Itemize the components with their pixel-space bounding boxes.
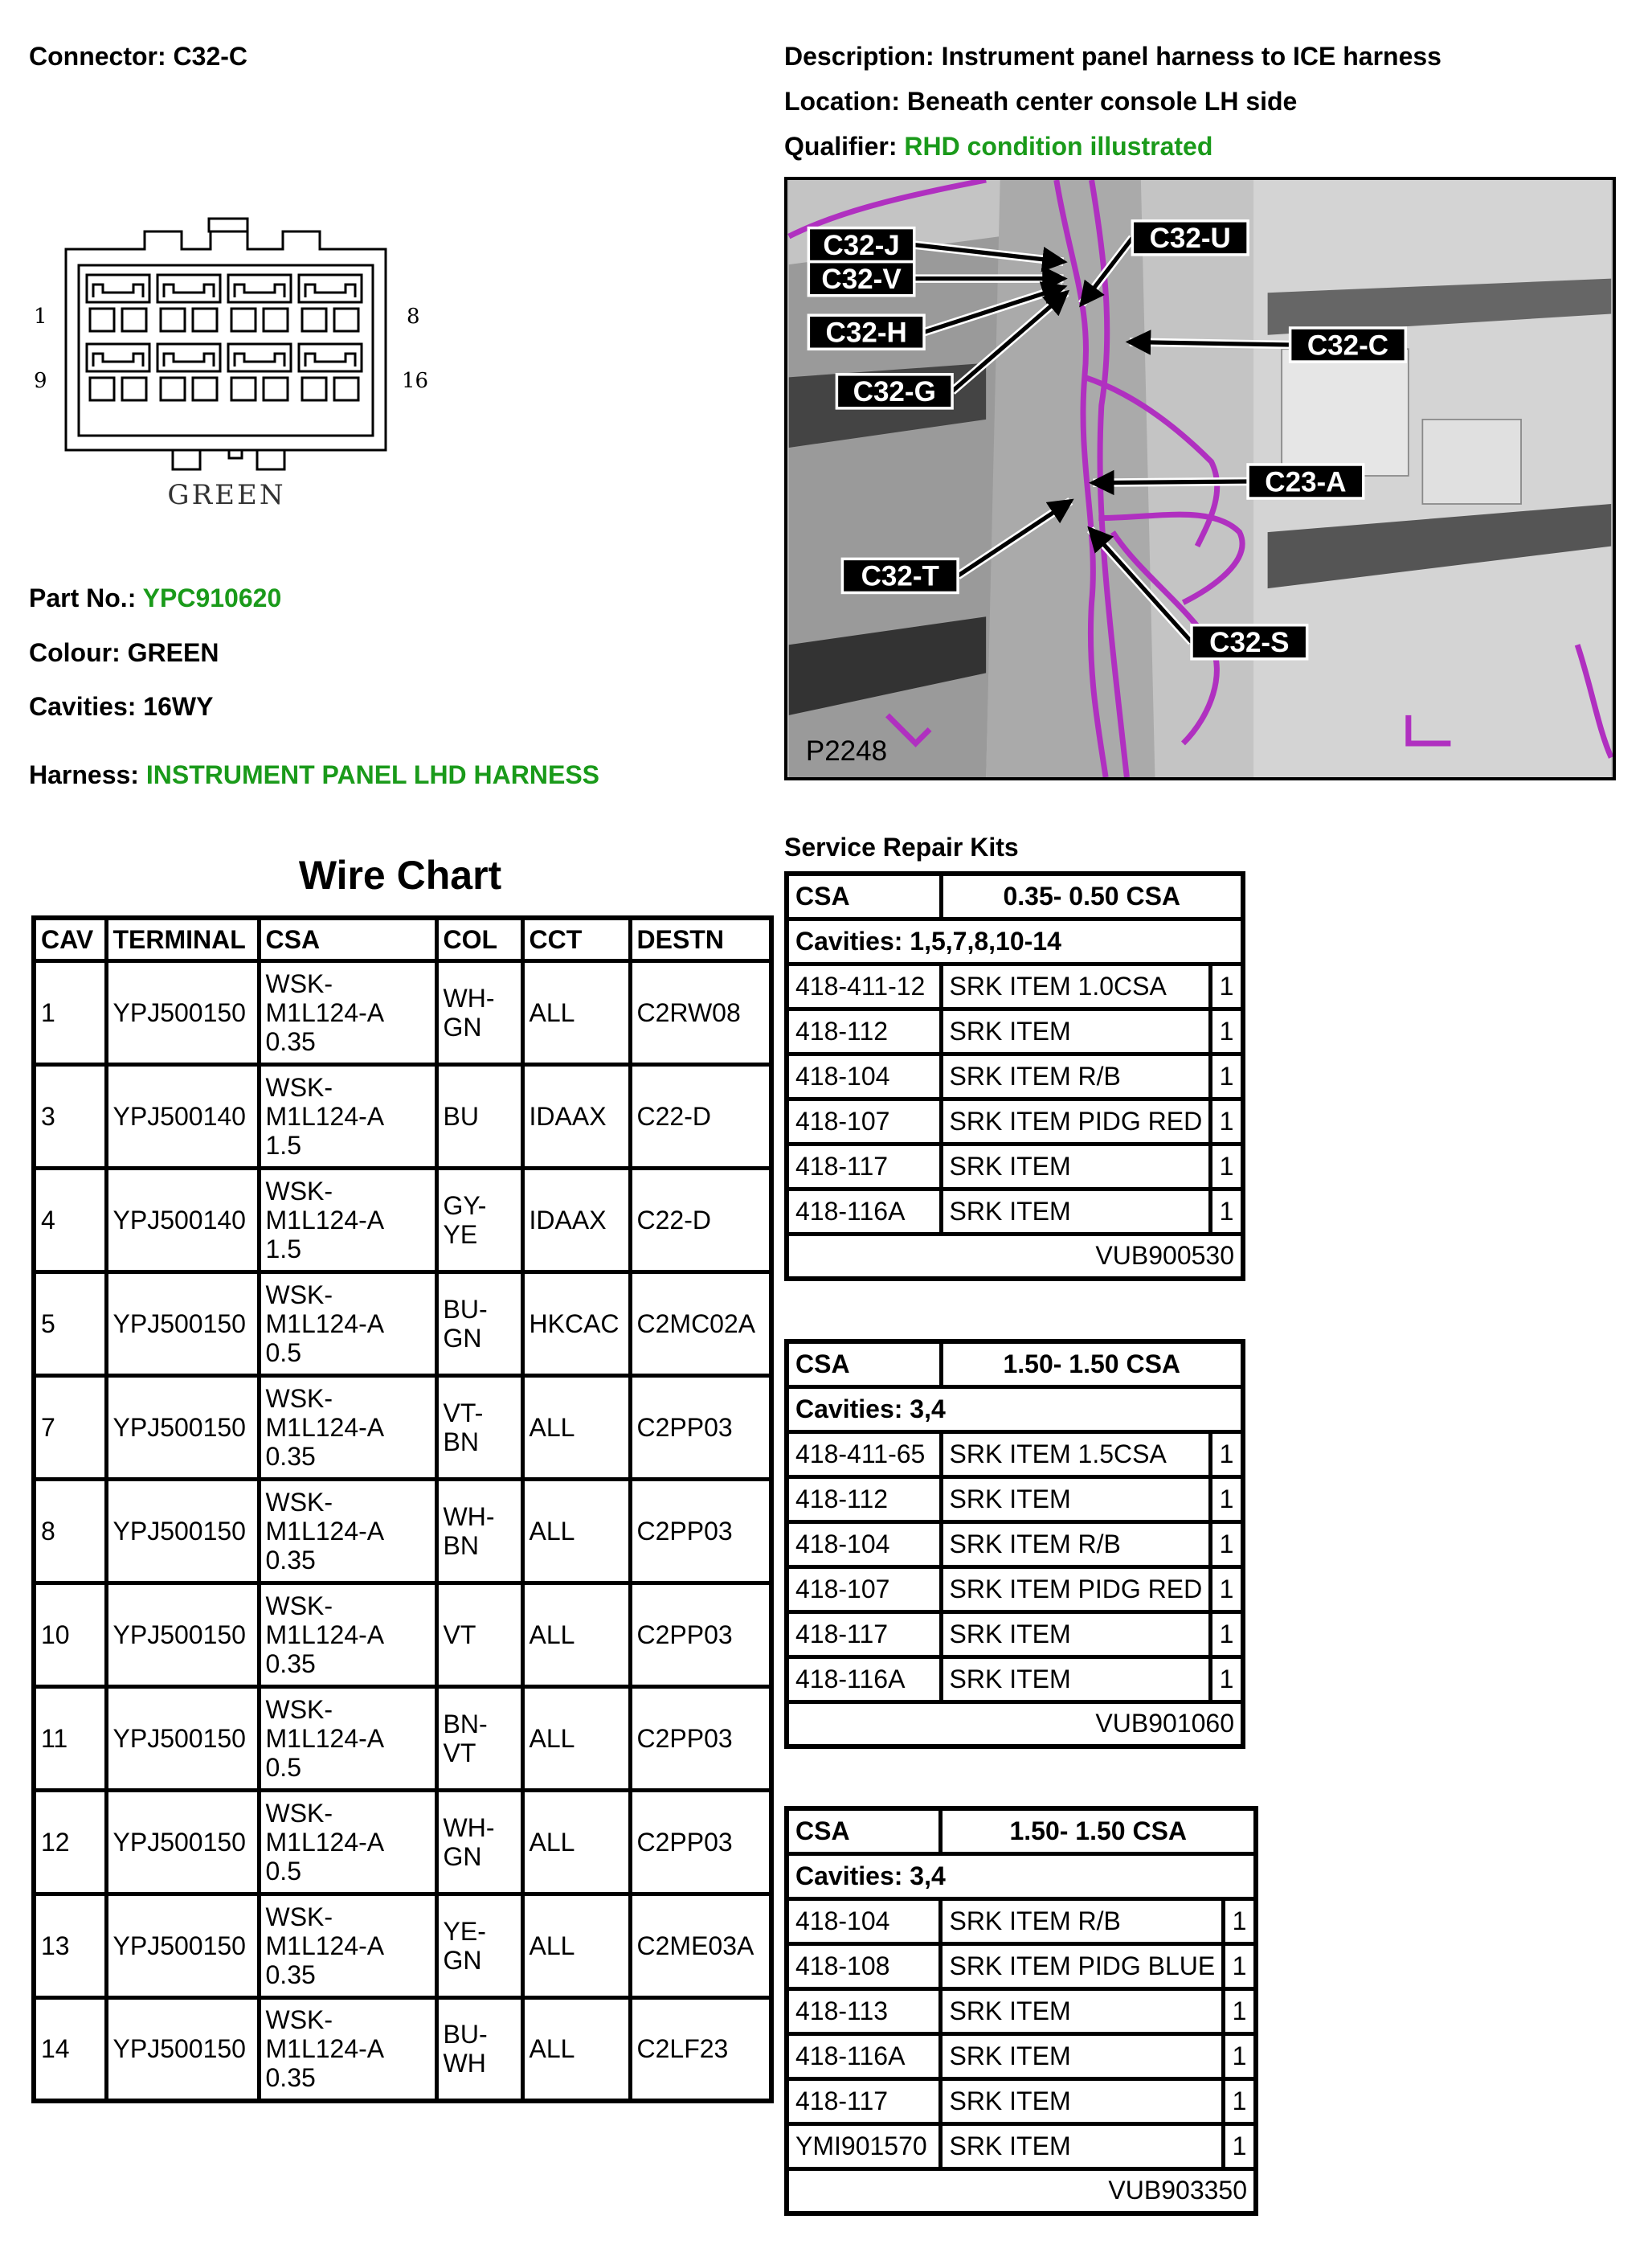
srk-item-quantity: 1 — [1211, 1566, 1243, 1611]
wire-cell-col: WH- GN — [436, 960, 522, 1064]
wire-cell-cav: 13 — [34, 1894, 106, 1997]
harness-line — [29, 760, 599, 790]
wire-chart-row — [34, 1479, 771, 1583]
wire-cell-cct: HKCAC — [522, 1271, 630, 1375]
part-no-line — [29, 584, 281, 613]
wire-cell-col: BU — [436, 1064, 522, 1168]
wire-cell-cav: 3 — [34, 1064, 106, 1168]
wire-cell-cav: 10 — [34, 1583, 106, 1686]
harness-illustration — [787, 180, 1613, 777]
connector-colour-text: GREEN — [167, 479, 286, 511]
wire-cell-destn: C22-D — [630, 1064, 771, 1168]
callout-label: C32-J — [823, 229, 900, 261]
srk-item-description: SRK ITEM — [941, 1656, 1211, 1701]
srk-item-row — [787, 2033, 1256, 2078]
photo-reference: P2248 — [805, 735, 888, 767]
srk-part-number: 418-112 — [787, 1476, 941, 1521]
srk-part-number: 418-116A — [787, 1189, 941, 1234]
srk-item-row — [787, 1611, 1243, 1656]
wire-cell-csa: WSK- M1L124-A 1.5 — [259, 1168, 436, 1271]
srk-part-number: 418-116A — [787, 2033, 941, 2078]
srk-part-number: 418-104 — [787, 1521, 941, 1566]
srk-cavities-row — [787, 919, 1243, 964]
wire-cell-csa: WSK- M1L124-A 0.35 — [259, 960, 436, 1064]
wire-cell-csa: WSK- M1L124-A 0.35 — [259, 1375, 436, 1479]
callout-arrow — [1093, 481, 1248, 483]
wire-cell-cav: 5 — [34, 1271, 106, 1375]
wire-chart-header-row — [34, 918, 771, 960]
description-line — [784, 42, 1441, 72]
srk-part-number: 418-112 — [787, 1009, 941, 1054]
srk-item-quantity: 1 — [1224, 1898, 1256, 1943]
srk-cavities: Cavities: 1,5,7,8,10-14 — [787, 919, 1243, 964]
wire-cell-terminal: YPJ500140 — [106, 1168, 259, 1271]
srk-part-number: 418-108 — [787, 1943, 941, 1988]
wire-chart-row — [34, 960, 771, 1064]
srk-item-quantity: 1 — [1211, 1009, 1243, 1054]
srk-kit-number-row — [787, 1234, 1243, 1279]
srk-part-number: 418-107 — [787, 1566, 941, 1611]
srk-item-row — [787, 1476, 1243, 1521]
part-no-label: Part No.: — [29, 584, 137, 612]
wire-cell-cct: ALL — [522, 1997, 630, 2101]
srk-item-row — [787, 1898, 1256, 1943]
callout-label: C32-G — [853, 376, 936, 408]
srk-item-row — [787, 1521, 1243, 1566]
wire-cell-terminal: YPJ500150 — [106, 1790, 259, 1894]
wire-chart-row — [34, 1686, 771, 1790]
wire-cell-col: GY- YE — [436, 1168, 522, 1271]
callout-label: C32-H — [825, 317, 907, 349]
wire-cell-cct: IDAAX — [522, 1064, 630, 1168]
service-repair-kits-title: Service Repair Kits — [784, 833, 1019, 862]
srk-item-row — [787, 1431, 1243, 1476]
srk-csa-row — [787, 874, 1243, 919]
srk-csa-label: CSA — [787, 874, 941, 919]
srk-item-description: SRK ITEM R/B — [941, 1898, 1224, 1943]
wire-chart-row — [34, 1790, 771, 1894]
wire-cell-terminal: YPJ500150 — [106, 1686, 259, 1790]
column-header-col: COL — [436, 918, 522, 960]
wire-cell-destn: C2RW08 — [630, 960, 771, 1064]
location-photo — [784, 177, 1616, 780]
srk-part-number: 418-117 — [787, 1144, 941, 1189]
srk-item-description: SRK ITEM 1.0CSA — [941, 964, 1211, 1009]
wire-cell-cav: 1 — [34, 960, 106, 1064]
srk-csa-value: 0.35- 0.50 CSA — [941, 874, 1243, 919]
srk-item-description: SRK ITEM R/B — [941, 1521, 1211, 1566]
srk-part-number: 418-117 — [787, 2078, 941, 2123]
wire-cell-csa: WSK- M1L124-A 0.5 — [259, 1790, 436, 1894]
wire-cell-terminal: YPJ500150 — [106, 1375, 259, 1479]
wire-chart-row — [34, 1168, 771, 1271]
wire-cell-col: YE- GN — [436, 1894, 522, 1997]
srk-csa-row — [787, 1808, 1256, 1853]
harness-value: INSTRUMENT PANEL LHD HARNESS — [145, 760, 600, 789]
connector-face-diagram — [24, 217, 442, 522]
srk-part-number: YMI901570 — [787, 2123, 941, 2168]
srk-item-row — [787, 1009, 1243, 1054]
srk-item-quantity: 1 — [1224, 2078, 1256, 2123]
wire-cell-col: BU- WH — [436, 1997, 522, 2101]
srk-item-row — [787, 1988, 1256, 2033]
srk-item-row — [787, 2078, 1256, 2123]
srk-item-description: SRK ITEM — [941, 1189, 1211, 1234]
part-no-value: YPC910620 — [142, 584, 282, 612]
connector-cavity — [87, 275, 149, 331]
srk-item-quantity: 1 — [1211, 1144, 1243, 1189]
srk-kit-number-row — [787, 1701, 1243, 1746]
wire-cell-destn: C2ME03A — [630, 1894, 771, 1997]
wire-cell-terminal: YPJ500150 — [106, 1479, 259, 1583]
wire-chart-title: Wire Chart — [298, 853, 502, 898]
srk-cavities-row — [787, 1386, 1243, 1431]
wire-cell-csa: WSK- M1L124-A 0.35 — [259, 1583, 436, 1686]
srk-csa-row — [787, 1341, 1243, 1386]
srk-item-row — [787, 1189, 1243, 1234]
srk-item-quantity: 1 — [1224, 2123, 1256, 2168]
srk-item-quantity: 1 — [1224, 1988, 1256, 2033]
location-value: Beneath center console LH side — [906, 87, 1298, 116]
wire-cell-destn: C2MC02A — [630, 1271, 771, 1375]
wire-cell-cct: ALL — [522, 960, 630, 1064]
wire-chart-row — [34, 1894, 771, 1997]
srk-item-quantity: 1 — [1211, 1476, 1243, 1521]
colour-line — [29, 638, 219, 668]
wire-chart-row — [34, 1583, 771, 1686]
srk-item-description: SRK ITEM — [941, 2033, 1224, 2078]
srk-part-number: 418-104 — [787, 1054, 941, 1099]
pin-label-8: 8 — [407, 305, 420, 329]
connector-cavity — [157, 275, 220, 331]
wire-cell-destn: C2LF23 — [630, 1997, 771, 2101]
srk-kit-number: VUB900530 — [787, 1234, 1243, 1279]
srk-item-description: SRK ITEM — [941, 1144, 1211, 1189]
srk-item-row — [787, 1656, 1243, 1701]
connector-cavity — [157, 344, 220, 400]
connector-cavity — [228, 275, 291, 331]
wire-cell-cav: 4 — [34, 1168, 106, 1271]
wire-cell-cct: IDAAX — [522, 1168, 630, 1271]
wire-cell-col: VT — [436, 1583, 522, 1686]
callout-label: C32-U — [1149, 223, 1231, 255]
wire-cell-terminal: YPJ500150 — [106, 960, 259, 1064]
wire-cell-cct: ALL — [522, 1894, 630, 1997]
srk-item-quantity: 1 — [1224, 2033, 1256, 2078]
cavities-value: 16WY — [143, 692, 214, 721]
callout-label: C32-V — [821, 263, 902, 295]
srk-item-row — [787, 964, 1243, 1009]
srk-item-row — [787, 1099, 1243, 1144]
srk-item-row — [787, 2123, 1256, 2168]
wire-cell-destn: C22-D — [630, 1168, 771, 1271]
srk-item-description: SRK ITEM 1.5CSA — [941, 1431, 1211, 1476]
srk-item-description: SRK ITEM — [941, 2078, 1224, 2123]
srk-item-quantity: 1 — [1211, 1054, 1243, 1099]
srk-cavities: Cavities: 3,4 — [787, 1853, 1256, 1898]
srk-part-number: 418-113 — [787, 1988, 941, 2033]
wire-cell-csa: WSK- M1L124-A 1.5 — [259, 1064, 436, 1168]
wire-cell-destn: C2PP03 — [630, 1686, 771, 1790]
callout-label: C23-A — [1265, 466, 1347, 498]
pin-label-16: 16 — [402, 369, 429, 393]
srk-cavities-row — [787, 1853, 1256, 1898]
srk-item-row — [787, 1566, 1243, 1611]
column-header-csa: CSA — [259, 918, 436, 960]
colour-label: Colour: — [29, 638, 121, 667]
wire-cell-csa: WSK- M1L124-A 0.35 — [259, 1997, 436, 2101]
location-label: Location: — [784, 87, 900, 116]
qualifier-value: RHD condition illustrated — [904, 132, 1213, 161]
harness-label: Harness: — [29, 760, 139, 789]
wire-cell-col: WH- GN — [436, 1790, 522, 1894]
pin-label-1: 1 — [34, 305, 47, 329]
connector-label: Connector: — [29, 42, 166, 71]
srk-item-description: SRK ITEM — [941, 2123, 1224, 2168]
wire-cell-cav: 14 — [34, 1997, 106, 2101]
description-value: Instrument panel harness to ICE harness — [941, 42, 1441, 71]
srk-item-quantity: 1 — [1211, 1189, 1243, 1234]
callout-label: C32-S — [1209, 627, 1290, 659]
wire-cell-csa: WSK- M1L124-A 0.35 — [259, 1894, 436, 1997]
wire-cell-destn: C2PP03 — [630, 1479, 771, 1583]
column-header-destn: DESTN — [630, 918, 771, 960]
connector-cavity — [299, 275, 362, 331]
srk-kit-number-row — [787, 2168, 1256, 2213]
wire-cell-col: WH- BN — [436, 1479, 522, 1583]
wire-chart-table — [31, 915, 774, 2103]
srk-cavities: Cavities: 3,4 — [787, 1386, 1243, 1431]
wire-cell-cct: ALL — [522, 1583, 630, 1686]
callout-label: C32-C — [1306, 330, 1389, 362]
connector-cavity — [299, 344, 362, 400]
srk-item-description: SRK ITEM — [941, 1988, 1224, 2033]
column-header-cct: CCT — [522, 918, 630, 960]
wire-cell-col: BN- VT — [436, 1686, 522, 1790]
srk-item-quantity: 1 — [1211, 1431, 1243, 1476]
srk-item-description: SRK ITEM — [941, 1009, 1211, 1054]
srk-item-row — [787, 1144, 1243, 1189]
callout-label: C32-T — [861, 560, 939, 592]
wire-cell-cav: 11 — [34, 1686, 106, 1790]
wire-cell-cct: ALL — [522, 1790, 630, 1894]
srk-item-row — [787, 1943, 1256, 1988]
srk-kit-number: VUB901060 — [787, 1701, 1243, 1746]
connector-value: C32-C — [173, 42, 248, 71]
srk-kit-number: VUB903350 — [787, 2168, 1256, 2213]
connector-line — [29, 42, 247, 72]
srk-csa-value: 1.50- 1.50 CSA — [941, 1808, 1256, 1853]
srk-item-quantity: 1 — [1211, 1611, 1243, 1656]
wire-cell-csa: WSK- M1L124-A 0.35 — [259, 1479, 436, 1583]
wire-cell-col: VT- BN — [436, 1375, 522, 1479]
srk-item-quantity: 1 — [1211, 1656, 1243, 1701]
wire-cell-cav: 8 — [34, 1479, 106, 1583]
wire-cell-terminal: YPJ500150 — [106, 1583, 259, 1686]
wire-cell-terminal: YPJ500150 — [106, 1271, 259, 1375]
srk-item-description: SRK ITEM PIDG RED — [941, 1566, 1211, 1611]
wire-cell-cav: 12 — [34, 1790, 106, 1894]
wire-cell-terminal: YPJ500150 — [106, 1894, 259, 1997]
wire-cell-col: BU- GN — [436, 1271, 522, 1375]
wire-chart-row — [34, 1271, 771, 1375]
srk-item-description: SRK ITEM — [941, 1476, 1211, 1521]
srk-part-number: 418-107 — [787, 1099, 941, 1144]
wire-cell-cct: ALL — [522, 1479, 630, 1583]
pin-label-9: 9 — [34, 369, 47, 393]
qualifier-label: Qualifier: — [784, 132, 898, 161]
srk-item-quantity: 1 — [1224, 1943, 1256, 1988]
cavities-label: Cavities: — [29, 692, 137, 721]
srk-part-number: 418-117 — [787, 1611, 941, 1656]
description-label: Description: — [784, 42, 934, 71]
srk-item-quantity: 1 — [1211, 1521, 1243, 1566]
srk-item-quantity: 1 — [1211, 1099, 1243, 1144]
wire-cell-csa: WSK- M1L124-A 0.5 — [259, 1686, 436, 1790]
srk-part-number: 418-411-65 — [787, 1431, 941, 1476]
wire-cell-terminal: YPJ500150 — [106, 1997, 259, 2101]
srk-item-description: SRK ITEM PIDG RED — [941, 1099, 1211, 1144]
srk-part-number: 418-411-12 — [787, 964, 941, 1009]
srk-part-number: 418-104 — [787, 1898, 941, 1943]
srk-csa-label: CSA — [787, 1808, 941, 1853]
wire-cell-cav: 7 — [34, 1375, 106, 1479]
wire-chart-row — [34, 1064, 771, 1168]
srk-csa-value: 1.50- 1.50 CSA — [941, 1341, 1243, 1386]
srk-item-description: SRK ITEM PIDG BLUE — [941, 1943, 1224, 1988]
connector-cavity — [228, 344, 291, 400]
callout-arrow — [1130, 342, 1290, 346]
wire-cell-cct: ALL — [522, 1686, 630, 1790]
wire-cell-destn: C2PP03 — [630, 1375, 771, 1479]
qualifier-line — [784, 132, 1212, 162]
srk-table — [784, 1806, 1258, 2216]
location-line — [784, 87, 1297, 117]
srk-item-row — [787, 1054, 1243, 1099]
srk-part-number: 418-116A — [787, 1656, 941, 1701]
colour-value: GREEN — [127, 638, 219, 667]
wire-cell-csa: WSK- M1L124-A 0.5 — [259, 1271, 436, 1375]
srk-item-quantity: 1 — [1211, 964, 1243, 1009]
wire-cell-destn: C2PP03 — [630, 1583, 771, 1686]
srk-table — [784, 871, 1245, 1281]
wire-chart-row — [34, 1375, 771, 1479]
column-header-cav: CAV — [34, 918, 106, 960]
wire-cell-destn: C2PP03 — [630, 1790, 771, 1894]
wire-cell-terminal: YPJ500140 — [106, 1064, 259, 1168]
wire-cell-cct: ALL — [522, 1375, 630, 1479]
cavities-line — [29, 692, 213, 722]
connector-cavity — [87, 344, 149, 400]
column-header-terminal: TERMINAL — [106, 918, 259, 960]
srk-table — [784, 1339, 1245, 1749]
srk-item-description: SRK ITEM R/B — [941, 1054, 1211, 1099]
srk-item-description: SRK ITEM — [941, 1611, 1211, 1656]
wire-chart-row — [34, 1997, 771, 2101]
srk-csa-label: CSA — [787, 1341, 941, 1386]
